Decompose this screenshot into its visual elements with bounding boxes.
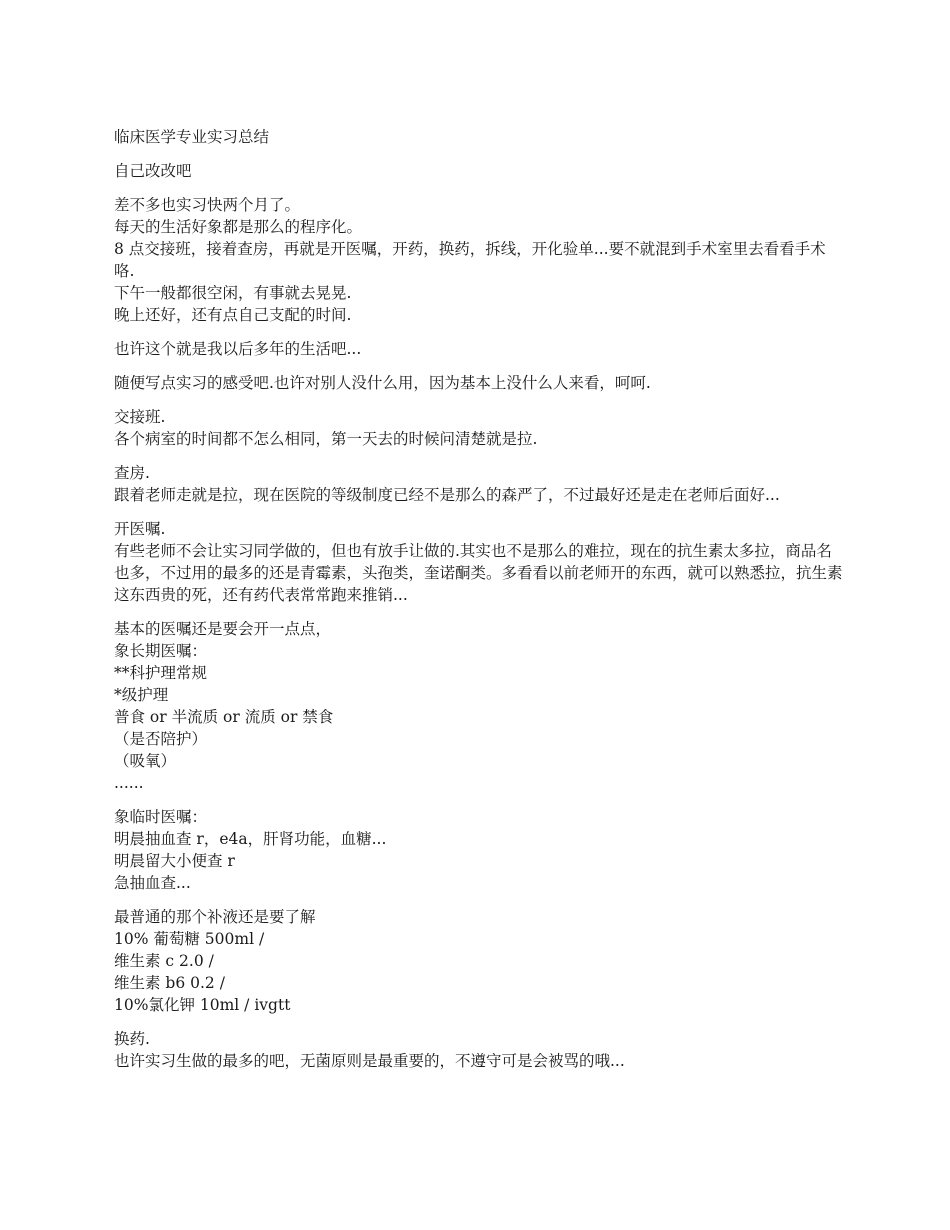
- text-line: 8 点交接班，接着查房，再就是开医嘱，开药，换药，拆线，开化验单...要不就混到手术室里去看看手术咯.: [114, 240, 826, 280]
- text-line: 基本的医嘱还是要会开一点点，: [114, 620, 332, 638]
- section-orders: [114, 518, 844, 606]
- section-heading: 交接班.: [114, 408, 166, 426]
- list-item: 明晨留大小便查 r: [114, 852, 235, 870]
- text-line: 晚上还好，还有点自己支配的时间.: [114, 306, 352, 324]
- list-item: ......: [114, 774, 144, 792]
- document-body: [114, 126, 844, 1084]
- text-line: 也许实习生做的最多的吧，无菌原则是最重要的，不遵守可是会被骂的哦...: [114, 1052, 625, 1070]
- text-line: 有些老师不会让实习同学做的，但也有放手让做的.其实也不是那么的难拉，现在的抗生素太多拉，商品名也多，不过用的最多的还是青霉素，头孢类，奎诺酮类。多看看以前老师开的东西，就可以熟悉拉，抗生素这东西贵的死，还有药代表常常跑来推销...: [114, 542, 843, 604]
- list-item: 10% 葡萄糖 500ml /: [114, 930, 265, 948]
- long-term-orders-list: [114, 618, 844, 794]
- text-line: 自己改改吧: [114, 162, 192, 180]
- text-line: 每天的生活好象都是那么的程序化。: [114, 218, 363, 236]
- list-item: （是否陪护）: [114, 730, 208, 748]
- list-item: 普食 or 半流质 or 流质 or 禁食: [114, 708, 334, 726]
- section-heading: 开医嘱.: [114, 520, 166, 538]
- temporary-orders-list: [114, 806, 844, 894]
- list-item: *级护理: [114, 686, 169, 704]
- title-text: 临床医学专业实习总结: [114, 128, 270, 146]
- list-item: 明晨抽血查 r，e4a，肝肾功能，血糖...: [114, 830, 387, 848]
- infusion-list: [114, 906, 844, 1016]
- paragraph: [114, 338, 844, 360]
- section-handover: [114, 406, 844, 450]
- text-line: 差不多也实习快两个月了。: [114, 196, 301, 214]
- list-item: （吸氧）: [114, 752, 177, 770]
- list-item: 维生素 c 2.0 /: [114, 952, 214, 970]
- list-item: 维生素 b6 0.2 /: [114, 974, 225, 992]
- text-line: 各个病室的时间都不怎么相同，第一天去的时候问清楚就是拉.: [114, 430, 538, 448]
- section-heading: 查房.: [114, 464, 150, 482]
- section-dressing: [114, 1028, 844, 1072]
- text-line: 也许这个就是我以后多年的生活吧...: [114, 340, 362, 358]
- text-line: 跟着老师走就是拉，现在医院的等级制度已经不是那么的森严了，不过最好还是走在老师后面好...: [114, 486, 780, 504]
- section-heading: 换药.: [114, 1030, 150, 1048]
- list-item: 10%氯化钾 10ml / ivgtt: [114, 996, 291, 1014]
- text-line: 象临时医嘱：: [114, 808, 208, 826]
- list-item: 急抽血查...: [114, 874, 191, 892]
- list-item: **科护理常规: [114, 664, 208, 682]
- paragraph: [114, 160, 844, 182]
- paragraph: [114, 372, 844, 394]
- text-line: 最普通的那个补液还是要了解: [114, 908, 316, 926]
- doc-title: [114, 126, 844, 148]
- text-line: 象长期医嘱：: [114, 642, 208, 660]
- section-ward-round: [114, 462, 844, 506]
- text-line: 随便写点实习的感受吧.也许对别人没什么用，因为基本上没什么人来看，呵呵.: [114, 374, 651, 392]
- text-line: 下午一般都很空闲，有事就去晃晃.: [114, 284, 352, 302]
- paragraph: [114, 194, 844, 326]
